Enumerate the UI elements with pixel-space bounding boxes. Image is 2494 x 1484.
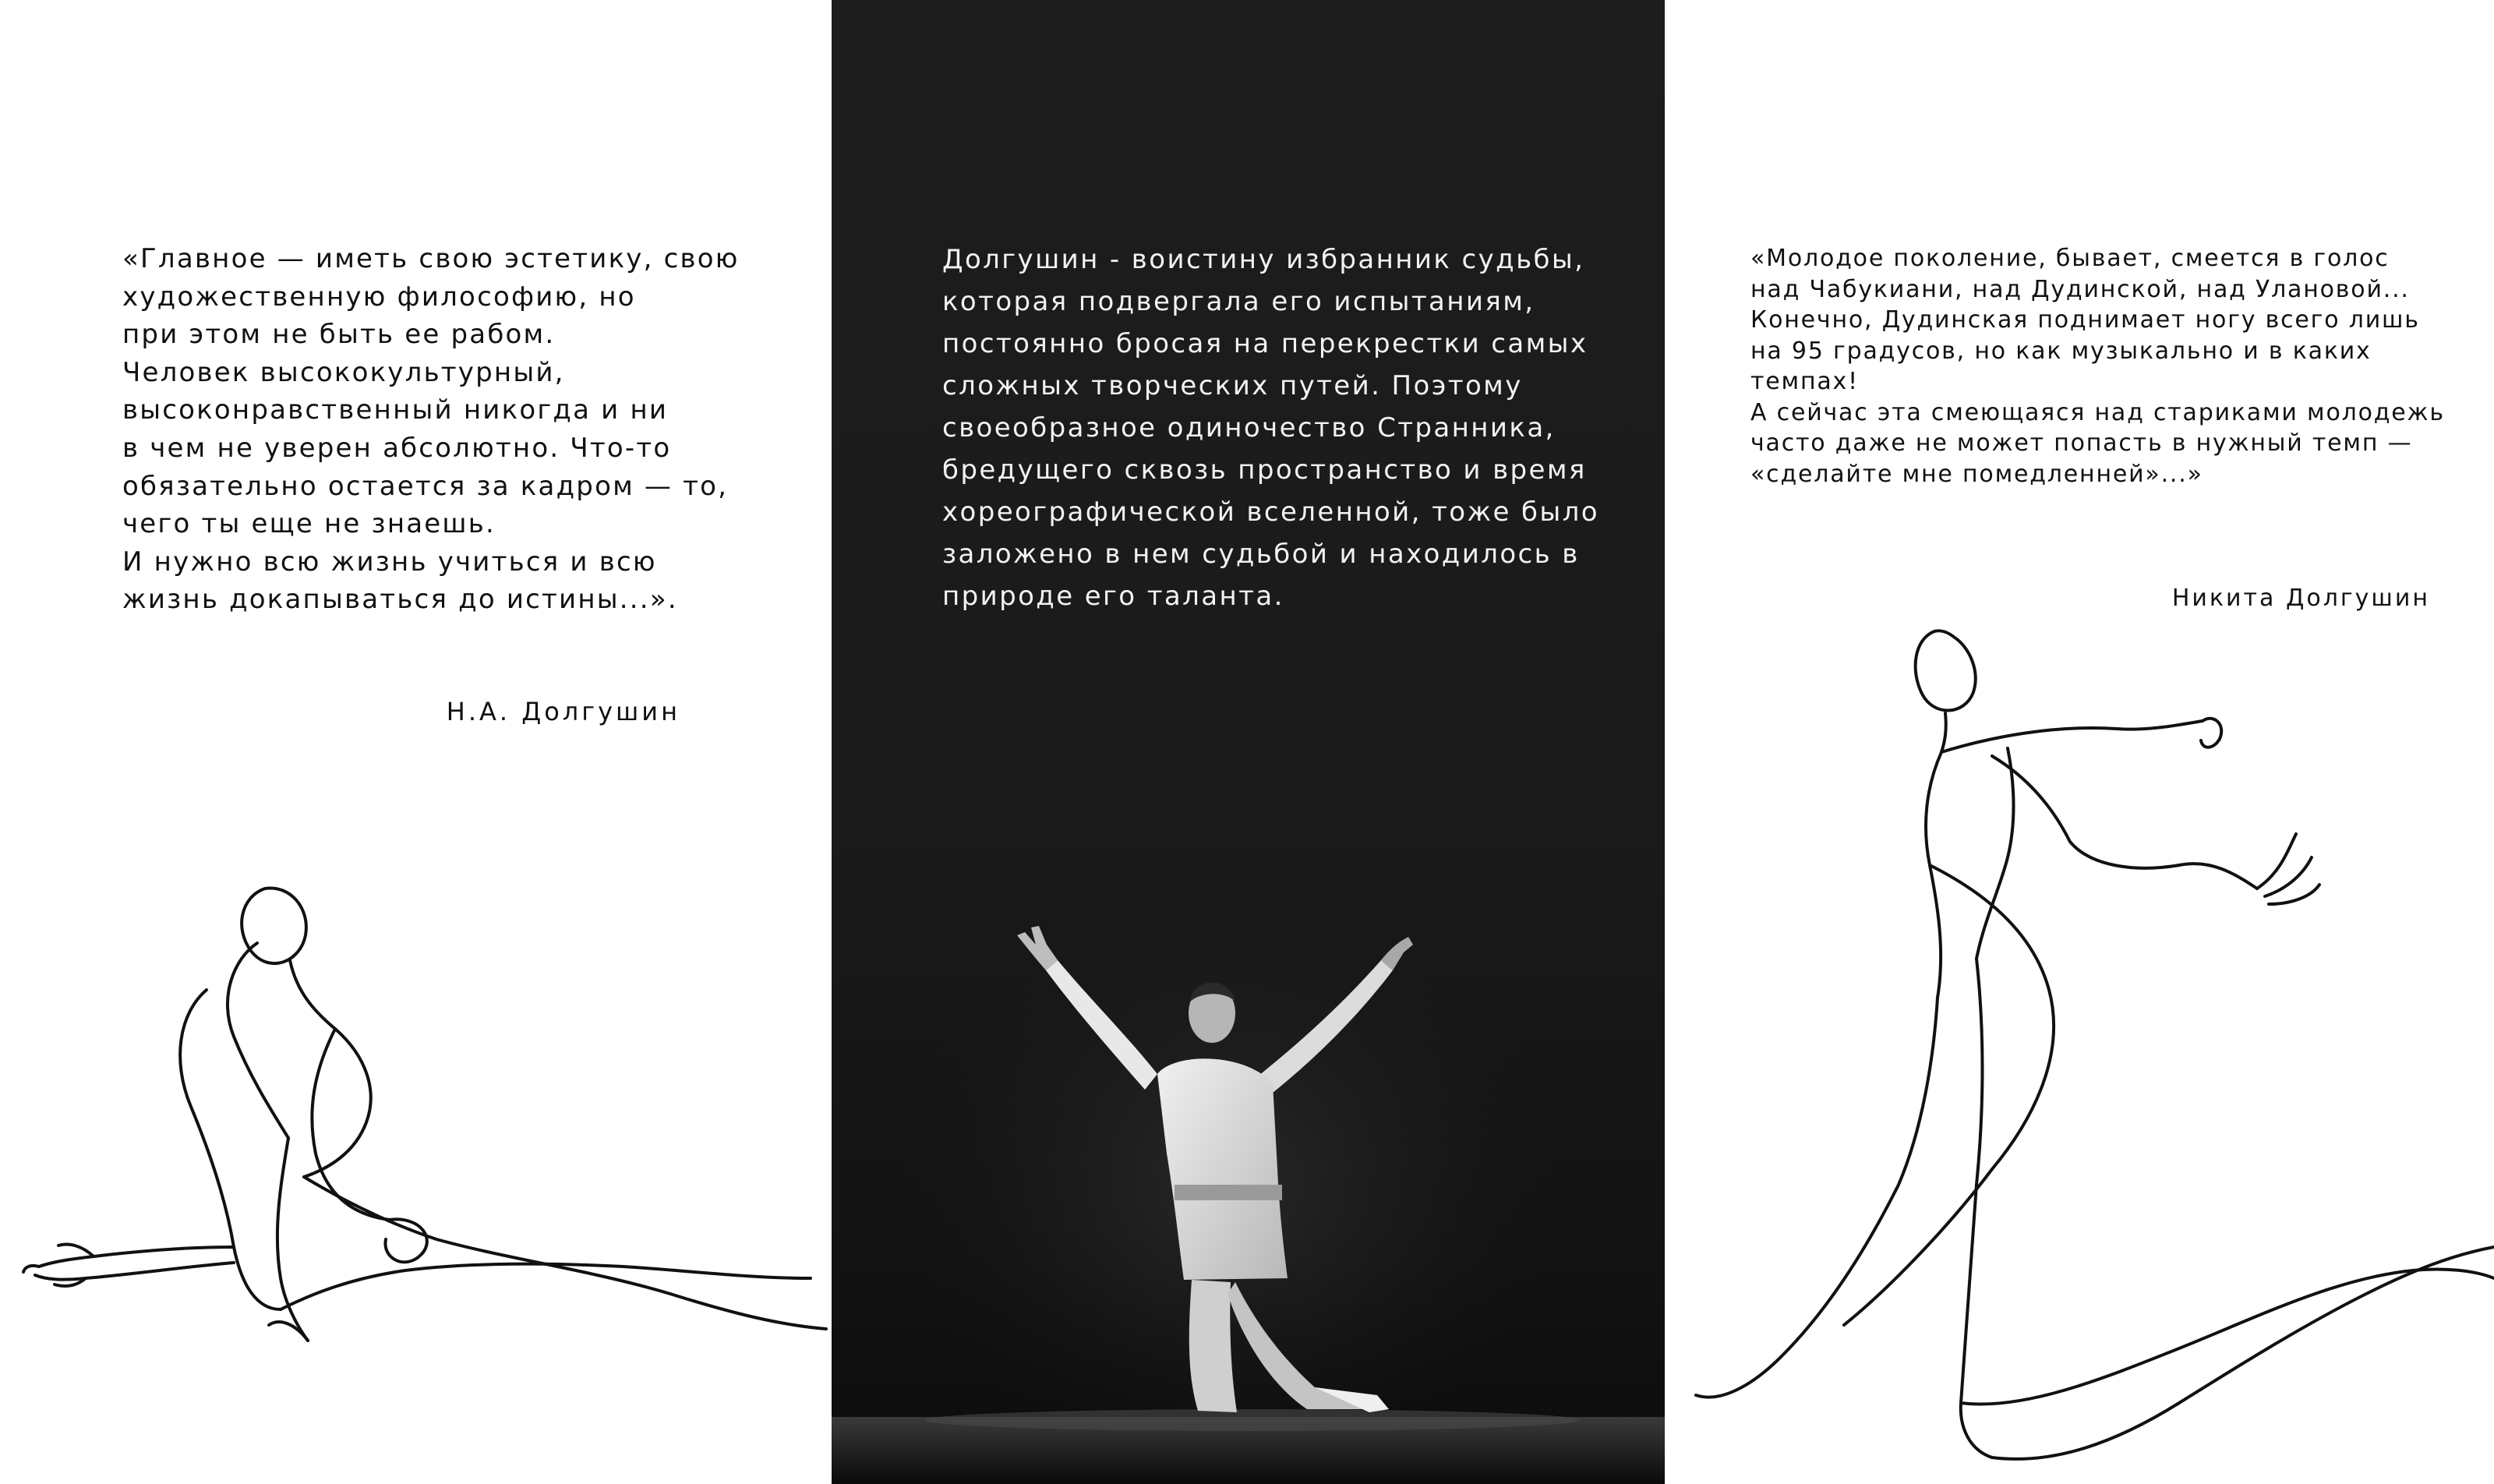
right-quote: «Молодое поколение, бывает, смеется в голос над Чабукиани, над Дудинской, над Улановой... Конечно, Дудинская поднимает ногу всего лишь на 95 градусов, но как музыкально и в каких темпах! А сейчас эта смеющаяся над стариками молодежь часто даже не может попасть в нужный темп — «сделайте мне помедленней»...» (1750, 245, 2445, 488)
kneeling-dancer-photo-icon (832, 0, 1665, 1484)
right-quote-author: Никита Долгушин (2171, 585, 2430, 612)
standing-dancer-icon (1665, 0, 2494, 1484)
reclining-dancer-icon (0, 0, 832, 1484)
left-quote: «Главное — иметь свою эстетику, свою художественную философию, но при этом не быть ее рабом. Человек высококультурный, высоконравственный никогда и ни в чем не уверен абсолютно. Что-то обязательно остается за кадром — то, чего ты еще не знаешь. И нужно всю жизнь учиться и всю жизнь докапываться до истины...». (122, 243, 740, 616)
center-biography-text: Долгушин - воистину избранник судьбы, которая подвергала его испытаниям, постоянно бросая на перекрестки самых сложных творческих путей. Поэтому своеобразное одиночество Странника, бредущего сквозь пространство и время хореографической вселенной, тоже было заложено в нем судьбой и находилось в природе его таланта. (942, 244, 1599, 612)
left-panel (0, 0, 832, 1484)
left-quote-author: Н.А. Долгушин (446, 697, 680, 726)
right-panel (1665, 0, 2494, 1484)
center-panel (832, 0, 1665, 1484)
